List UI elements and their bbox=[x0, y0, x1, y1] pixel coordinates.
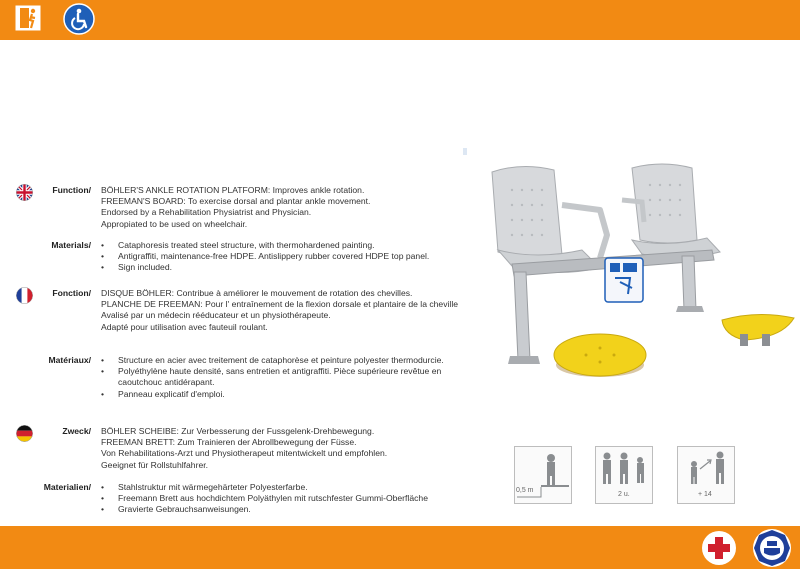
users-pictogram bbox=[595, 446, 653, 504]
function-text-fr bbox=[101, 288, 461, 333]
list-item: • Antigraffiti, maintenance-free HDPE. Antislippery rubber covered HDPE top panel. bbox=[101, 251, 471, 262]
materials-label-de: Materialien/ bbox=[43, 482, 91, 492]
materials-label-en: Materials/ bbox=[51, 240, 91, 250]
text-line: Geeignet für Rollstuhlfahrer. bbox=[101, 459, 209, 470]
text-line: BÖHLER'S ANKLE ROTATION PLATFORM: Improves ankle rotation. bbox=[101, 185, 365, 195]
text-line: FREEMAN'S BOARD: To exercise dorsal and plantar ankle movement. bbox=[101, 196, 371, 207]
list-item: • Panneau explicatif d'emploi. bbox=[101, 389, 461, 400]
header-bar bbox=[0, 0, 800, 40]
product-illustration bbox=[482, 160, 800, 400]
users-label: 2 u. bbox=[618, 491, 630, 498]
first-aid-icon bbox=[701, 530, 737, 566]
materials-label-fr: Matériaux/ bbox=[48, 355, 91, 365]
age-pictogram bbox=[677, 446, 735, 504]
materials-list-fr bbox=[101, 355, 461, 400]
list-item: • Structure en acier avec treitement de cataphorèse et peinture polyester thermodurcie. bbox=[101, 355, 461, 366]
exercise-person-icon bbox=[15, 5, 41, 31]
function-text-de bbox=[101, 426, 471, 471]
list-item: • Sign included. bbox=[101, 262, 471, 273]
list-item: • Polyéthylène haute densité, sans entretien et antigraffiti. Pièce supérieure revêtue en caoutchouc antidérapant. bbox=[101, 366, 461, 388]
text-line: Appropiated to be used on wheelchair. bbox=[101, 218, 248, 229]
function-label-en: Function/ bbox=[52, 185, 91, 195]
list-item: • Freemann Brett aus hochdichtem Polyäthylen mit rutschfester Gummi-Oberfläche bbox=[101, 493, 471, 504]
function-label-de: Zweck/ bbox=[62, 426, 91, 436]
age-label: + 14 bbox=[698, 491, 712, 498]
height-label: 0,5 m bbox=[516, 487, 534, 494]
function-label-fr: Fonction/ bbox=[52, 288, 91, 298]
list-item: • Stahlstruktur mit wärmegehärteter Polyesterfarbe. bbox=[101, 482, 471, 493]
list-item: • Cataphoresis treated steel structure, with thermohardened painting. bbox=[101, 240, 471, 251]
text-line: FREEMAN BRETT: Zum Trainieren der Abrollbewegung der Füsse. bbox=[101, 437, 357, 448]
decorative-mark bbox=[463, 148, 467, 155]
wheelchair-accessible-icon bbox=[63, 3, 95, 35]
text-line: Adapté pour utilisation avec fauteuil roulant. bbox=[101, 321, 268, 332]
materials-list-en bbox=[101, 240, 471, 274]
text-line: DISQUE BÖHLER: Contribue à améliorer le mouvement de rotation des chevilles. bbox=[101, 288, 413, 298]
function-text-en bbox=[101, 185, 471, 230]
footer-bar bbox=[0, 526, 800, 569]
tuv-certification-icon bbox=[752, 528, 792, 568]
text-line: Von Rehabilitations-Arzt und Physiotherapeut mitentwickelt und empfohlen. bbox=[101, 448, 388, 459]
text-line: BÖHLER SCHEIBE: Zur Verbesserung der Fussgelenk-Drehbewegung. bbox=[101, 426, 375, 436]
text-line: Avalisé par un médecin rééducateur et un physiothérapeute. bbox=[101, 310, 331, 321]
text-line: Endorsed by a Rehabilitation Physiatrist and Physician. bbox=[101, 207, 312, 218]
materials-list-de bbox=[101, 482, 471, 516]
list-item: • Gravierte Gebrauchsanweisungen. bbox=[101, 504, 471, 515]
free-fall-height-pictogram bbox=[514, 446, 572, 504]
text-line: PLANCHE DE FREEMAN: Pour l' entraînement de la flexion dorsale et plantaire de la cheville bbox=[101, 299, 459, 310]
